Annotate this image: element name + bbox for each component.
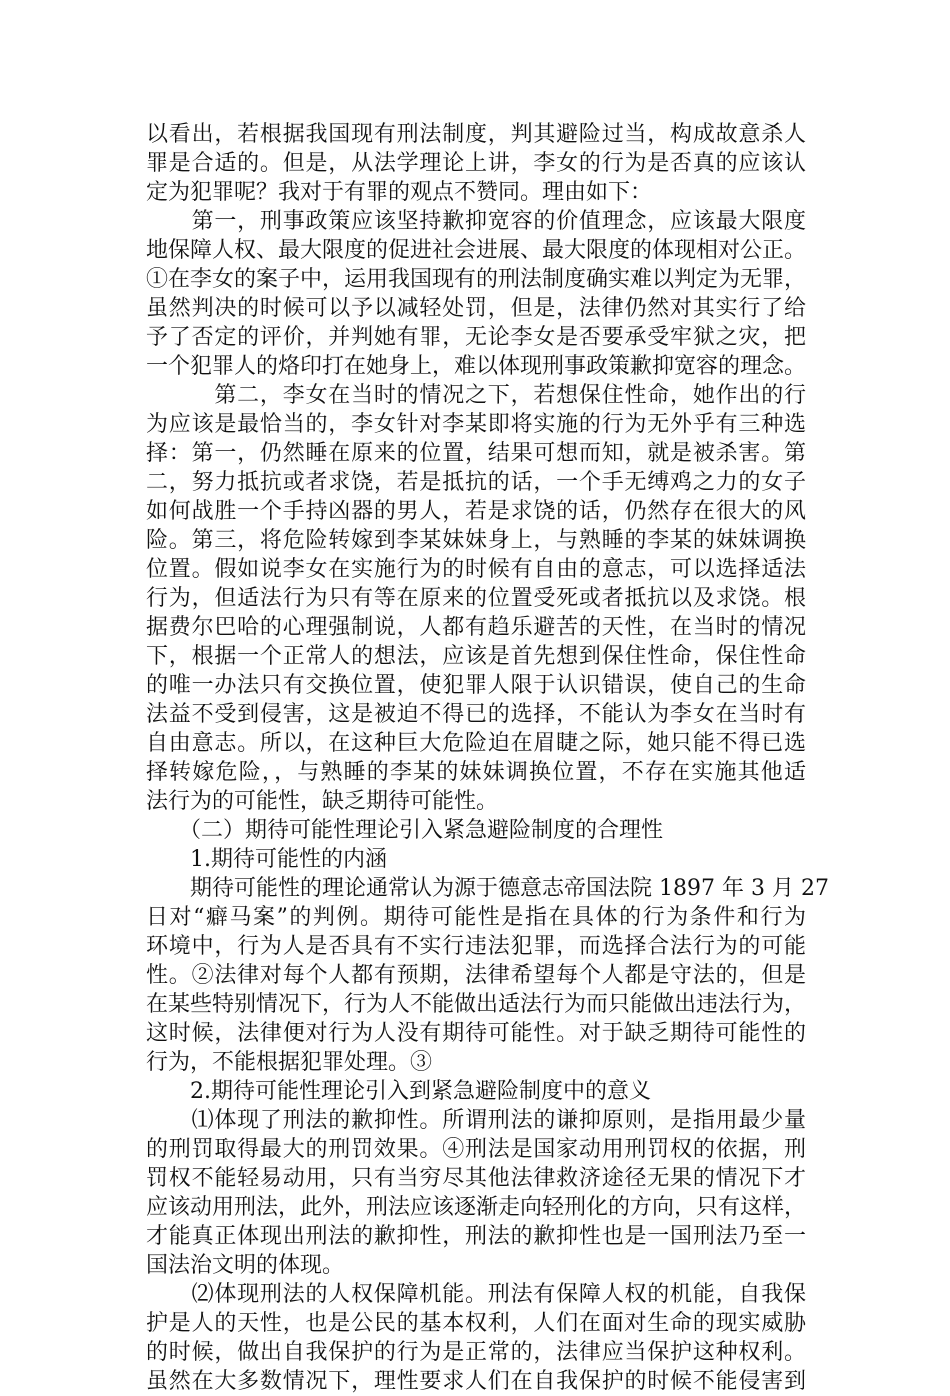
text-line: 国法治文明的体现。 (146, 1253, 345, 1278)
text-line: 虽然判决的时候可以予以减轻处罚，但是，法律仍然对其实行了给 (146, 296, 806, 321)
text-line: 1.期待可能性的内涵 (146, 847, 387, 872)
text-line: 择转嫁危险，，与熟睡的李某的妹妹调换位置，不存在实施其他适 (146, 760, 806, 785)
text-line: 才能真正体现出刑法的歉抑性，刑法的歉抑性也是一国刑法乃至一 (146, 1224, 806, 1249)
text-line: ①在李女的案子中，运用我国现有的刑法制度确实难以判定为无罪， (146, 267, 807, 292)
text-line: 法益不受到侵害，这是被迫不得已的选择，不能认为李女在当时有 (146, 702, 806, 727)
text-line: 为应该是最恰当的，李女针对李某即将实施的行为无外乎有三种选 (146, 412, 806, 437)
text-line: 的唯一办法只有交换位置，使犯罪人限于认识错误，使自己的生命 (146, 673, 806, 698)
text-line: 第二，李女在当时的情况之下，若想保住性命，她作出的行 (146, 383, 806, 408)
text-line: 据费尔巴哈的心理强制说，人都有趋乐避苦的天性，在当时的情况 (146, 615, 806, 640)
text-line: 行为，但适法行为只有等在原来的位置受死或者抵抗以及求饶。根 (146, 586, 806, 611)
text-line: （二）期待可能性理论引入紧急避险制度的合理性 (146, 818, 664, 843)
text-line: 护是人的天性，也是公民的基本权利，人们在面对生命的现实威胁 (146, 1311, 806, 1336)
text-line: 性。②法律对每个人都有预期，法律希望每个人都是守法的，但是 (146, 963, 806, 988)
text-line: 期待可能性的理论通常认为源于德意志帝国法院 1897 年 3 月 27 (146, 876, 829, 901)
text-line: 以看出，若根据我国现有刑法制度，判其避险过当，构成故意杀人 (146, 122, 806, 147)
text-line: 这时候，法律便对行为人没有期待可能性。对于缺乏期待可能性的 (146, 1021, 806, 1046)
text-line: 险。第三，将危险转嫁到李某妹妹身上，与熟睡的李某的妹妹调换 (146, 528, 806, 553)
text-line: 如何战胜一个手持凶器的男人，若是求饶的话，仍然存在很大的风 (146, 499, 806, 524)
text-line: 位置。假如说李女在实施行为的时候有自由的意志，可以选择适法 (146, 557, 806, 582)
text-line: 应该动用刑法，此外，刑法应该逐渐走向轻刑化的方向，只有这样， (146, 1195, 807, 1220)
text-line: 日对“癖马案”的判例。期待可能性是指在具体的行为条件和行为 (146, 905, 806, 930)
text-line: ⑵体现刑法的人权保障机能。刑法有保障人权的机能，自我保 (146, 1282, 806, 1307)
body-text (146, 120, 829, 1396)
text-line: 下，根据一个正常人的想法，应该是首先想到保住性命，保住性命 (146, 644, 806, 669)
text-line: ⑴体现了刑法的歉抑性。所谓刑法的谦抑原则，是指用最少量 (146, 1108, 806, 1133)
text-line: 法行为的可能性，缺乏期待可能性。 (146, 789, 499, 814)
text-line: 择：第一，仍然睡在原来的位置，结果可想而知，就是被杀害。第 (146, 441, 806, 466)
text-line: 二，努力抵抗或者求饶，若是抵抗的话，一个手无缚鸡之力的女子 (146, 470, 806, 495)
text-line: 环境中，行为人是否具有不实行违法犯罪，而选择合法行为的可能 (146, 934, 806, 959)
text-line: 定为犯罪呢？我对于有罪的观点不赞同。理由如下： (146, 180, 653, 205)
text-line: 罪是合适的。但是，从法学理论上讲，李女的行为是否真的应该认 (146, 151, 806, 176)
text-line: 虽然在大多数情况下，理性要求人们在自我保护的时候不能侵害到 (146, 1369, 806, 1394)
text-line: 行为，不能根据犯罪处理。③ (146, 1050, 433, 1075)
text-line: 的时候，做出自我保护的行为是正常的，法律应当保护这种权利。 (146, 1340, 806, 1365)
text-line: 第一，刑事政策应该坚持歉抑宽容的价值理念，应该最大限度 (146, 209, 806, 234)
text-line: 自由意志。所以，在这种巨大危险迫在眉睫之际，她只能不得已选 (146, 731, 806, 756)
text-line: 在某些特别情况下，行为人不能做出适法行为而只能做出违法行为， (146, 992, 807, 1017)
text-line: 罚权不能轻易动用，只有当穷尽其他法律救济途径无果的情况下才 (146, 1166, 806, 1191)
text-line: 予了否定的评价，并判她有罪，无论李女是否要承受牢狱之灾，把 (146, 325, 806, 350)
text-line: 一个犯罪人的烙印打在她身上，难以体现刑事政策歉抑宽容的理念。 (146, 354, 807, 379)
text-line: 地保障人权、最大限度的促进社会进展、最大限度的体现相对公正。 (146, 238, 807, 263)
text-line: 的刑罚取得最大的刑罚效果。④刑法是国家动用刑罚权的依据，刑 (146, 1137, 806, 1162)
text-line: 2.期待可能性理论引入到紧急避险制度中的意义 (146, 1079, 651, 1104)
